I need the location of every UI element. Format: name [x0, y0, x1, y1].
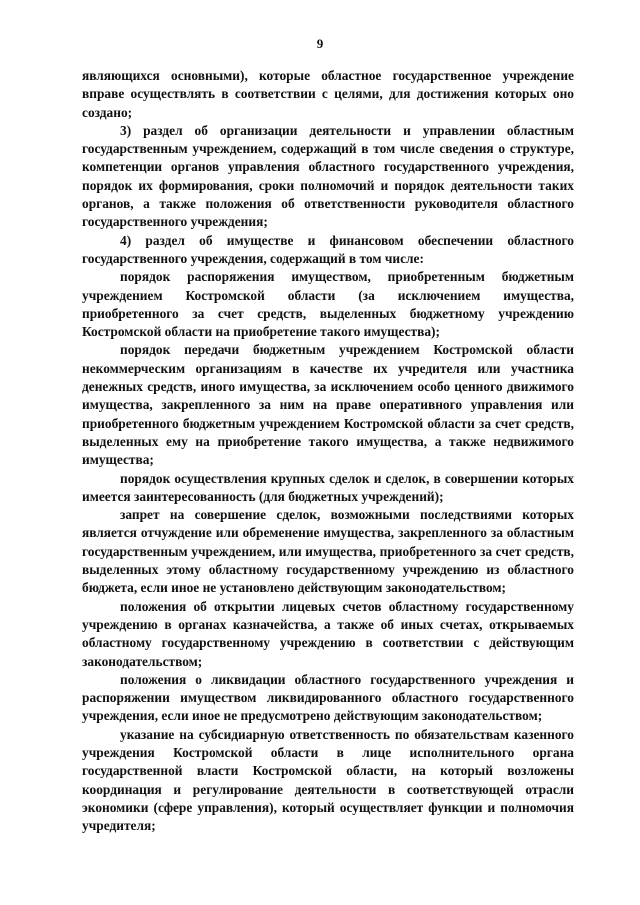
paragraph-section-4: 4) раздел об имуществе и финансовом обеспечении областного государственного учреждения, содержащий в том числе:	[82, 232, 574, 266]
paragraph-property-disposal: порядок распоряжения имуществом, приобретенным бюджетным учреждением Костромской области (за исключением имущества, приобретенного за счет средств, выделенных бюджетному учреждению Костромской области на приобретение такого имущества);	[82, 269, 574, 340]
paragraph-continuation: являющихся основными), которые областное государственное учреждение вправе осуществлять в соответствии с целями, для достижения которых оно создано;	[82, 68, 574, 120]
paragraph-section-3: 3) раздел об организации деятельности и управлении областным государственным учреждением, содержащий в том числе сведения о структуре, компетенции органов управления областного государственного учреждения, порядок их формирования, сроки полномочий и порядок деятельности таких органов, а также положения об ответственности руководителя областного государственного учреждения;	[82, 122, 574, 230]
paragraph-transaction-ban: запрет на совершение сделок, возможными последствиями которых является отчуждение или обременение имущества, закрепленного за областным государственным учреждением, или имущества, приобретенного за счет средств, выделенных этому областному государственному учреждению из областного бюджета, если иное не установлено действующим законодательством;	[82, 507, 574, 596]
paragraph-accounts: положения об открытии лицевых счетов областному государственному учреждению в органах казначейства, а также об иных счетах, открываемых областному государственному учреждению в соответствии с действующим законодательством;	[82, 598, 574, 669]
paragraph-property-transfer: порядок передачи бюджетным учреждением Костромской области некоммерческим организациям в качестве их учредителя или участника денежных средств, иного имущества, за исключением особо ценного движимого имущества, закрепленного за ним на праве оперативного управления или приобретенного бюджетным учреждением Костромской области за счет средств, выделенных ему на приобретение такого имущества, а также недвижимого имущества;	[82, 342, 574, 468]
page-number: 9	[316, 36, 324, 51]
document-body	[82, 67, 574, 835]
paragraph-major-transactions: порядок осуществления крупных сделок и сделок, в совершении которых имеется заинтересованность (для бюджетных учреждений);	[82, 470, 574, 504]
paragraph-subsidiary-liability: указание на субсидиарную ответственность по обязательствам казенного учреждения Костромской области в лице исполнительного органа государственной власти Костромской области, на который возложены координация и регулирование деятельности в соответствующей отрасли экономики (сфере управления), который осуществляет функции и полномочия учредителя;	[82, 726, 574, 834]
paragraph-liquidation: положения о ликвидации областного государственного учреждения и распоряжении имуществом ликвидированного областного государственного учреждения, если иное не предусмотрено действующим законодательством;	[82, 671, 574, 724]
